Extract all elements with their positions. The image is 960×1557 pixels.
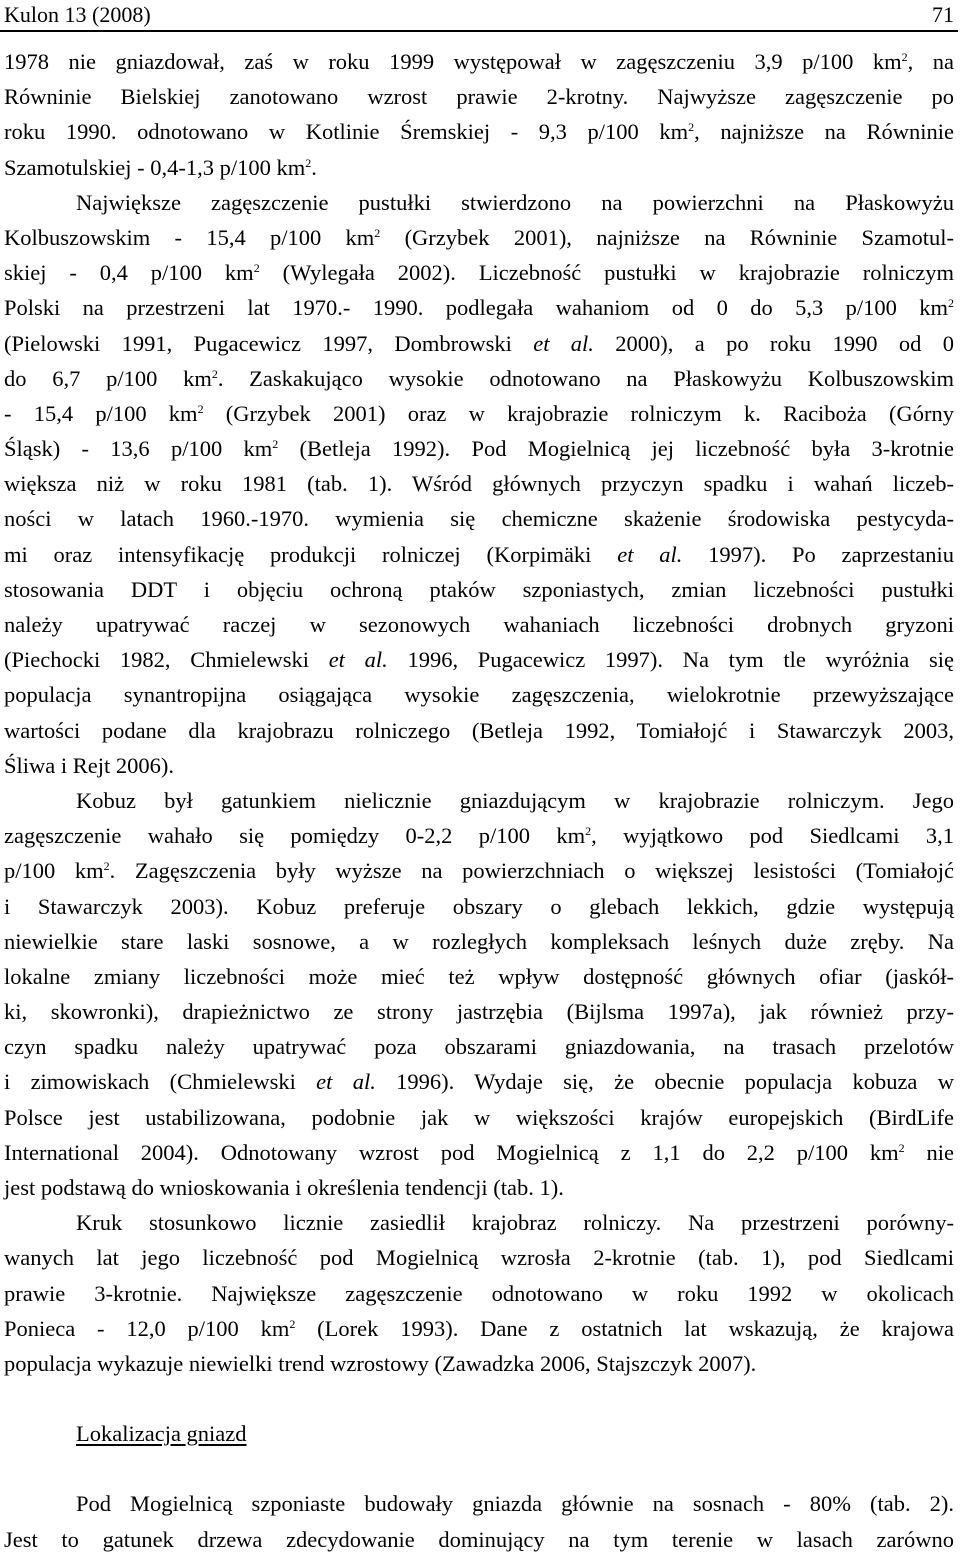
text-line: wanych lat jego liczebność pod Mogielnicą wzrosła 2-krotnie (tab. 1), pod Siedlcami	[4, 1245, 954, 1271]
article-body	[4, 44, 954, 1557]
text-line: - 15,4 p/100 $km^2$ (Grzybek 2001) oraz w krajobrazie rolniczym k. Raciboża (Górny	[4, 400, 954, 426]
text-line: 1978 nie gniazdował, zaś w roku 1999 występował w zagęszczeniu 3,9 p/100 $km^2$, na	[4, 49, 954, 74]
text-line: (Pielowski 1991, Pugacewicz 1997, Dombrowski et al. 2000), a po roku 1990 od 0	[4, 330, 954, 356]
text-line: Największe zagęszczenie pustułki stwierdzono na powierzchni na Płaskowyżu	[76, 189, 954, 215]
text-line: Pod Mogielnicą szponiaste budowały gniazda głównie na sosnach - 80% (tab. 2).	[76, 1491, 954, 1517]
text-line: należy upatrywać raczej w sezonowych wahaniach liczebności drobnych gryzoni	[4, 612, 954, 637]
text-line: skiej - 0,4 p/100 $km^2$ (Wylegała 2002). Liczebność pustułki w krajobrazie rolniczym	[4, 260, 954, 286]
text-line: Polsce jest ustabilizowana, podobnie jak w większości krajów europejskich (BirdLife	[4, 1104, 954, 1130]
text-line: p/100 $km^2$. Zagęszczenia były wyższe na powierzchniach o większej lesistości (Tomiałojć	[4, 858, 954, 884]
section-heading: Lokalizacja gniazd	[76, 1421, 247, 1447]
text-line: jest podstawą do wnioskowania i określenia tendencji (tab. 1).	[4, 1175, 564, 1200]
journal-citation: Kulon 13 (2008)	[4, 2, 151, 27]
text-line: Jest to gatunek drzewa zdecydowanie dominujący na tym terenie w lasach zarówno	[4, 1526, 954, 1552]
text-line: prawie 3-krotnie. Największe zagęszczenie odnotowano w roku 1992 w okolicach	[4, 1280, 954, 1306]
text-line: roku 1990. odnotowano w Kotlinie Śremskiej - 9,3 p/100 $km^2$, najniższe na Równinie	[4, 119, 955, 145]
text-line: wartości podane dla krajobrazu rolniczego (Betleja 1992, Tomiałojć i Stawarczyk 2003,	[4, 717, 954, 743]
text-line: Kruk stosunkowo licznie zasiedlił krajobraz rolniczy. Na przestrzeni porówny-	[76, 1210, 954, 1236]
text-line: populacja synantropijna osiągająca wysokie zagęszczenia, wielokrotnie przewyższające	[4, 682, 954, 708]
text-line: lokalne zmiany liczebności może mieć też wpływ dostępność głównych ofiar (jaskół-	[4, 963, 954, 989]
text-line: (Piechocki 1982, Chmielewski et al. 1996, Pugacewicz 1997). Na tym tle wyróżnia się	[4, 647, 954, 673]
text-line: czyn spadku należy upatrywać poza obszarami gniazdowania, na trasach przelotów	[4, 1034, 954, 1060]
text-line: mi oraz intensyfikację produkcji rolniczej (Korpimäki et al. 1997). Po zaprzestaniu	[4, 541, 954, 567]
text-line: International 2004). Odnotowany wzrost pod Mogielnicą z 1,1 do 2,2 p/100 $km^2$ nie	[4, 1139, 954, 1165]
text-line: Śląsk) - 13,6 p/100 $km^2$ (Betleja 1992). Pod Mogielnicą jej liczebność była 3-krotnie	[4, 436, 954, 462]
running-header	[0, 2, 958, 32]
text-line: Ponieca - 12,0 p/100 $km^2$ (Lorek 1993). Dane z ostatnich lat wskazują, że krajowa	[4, 1315, 954, 1341]
text-line: stosowania DDT i objęciu ochroną ptaków szponiastych, zmian liczebności pustułki	[4, 576, 954, 602]
text-line: i Stawarczyk 2003). Kobuz preferuje obszary o glebach lekkich, gdzie występują	[4, 893, 954, 919]
text-line: Śliwa i Rejt 2006).	[4, 752, 174, 778]
text-line: i zimowiskach (Chmielewski et al. 1996). Wydaje się, że obecnie populacja kobuza w	[4, 1069, 954, 1095]
text-line: zagęszczenie wahało się pomiędzy 0-2,2 p/100 $km^2$, wyjątkowo pod Siedlcami 3,1	[4, 823, 954, 849]
text-line: Kobuz był gatunkiem nielicznie gniazdującym w krajobrazie rolniczym. Jego	[76, 787, 954, 813]
text-line: Równinie Bielskiej zanotowano wzrost prawie 2-krotny. Najwyższe zagęszczenie po	[4, 84, 954, 110]
text-line: Polski na przestrzeni lat 1970.- 1990. podlegała wahaniom od 0 do 5,3 p/100 $km^2$	[4, 295, 954, 321]
text-line: ki, skowronki), drapieżnictwo ze strony jastrzębia (Bijlsma 1997a), jak również przy-	[4, 999, 954, 1025]
text-line: Kolbuszowskim - 15,4 p/100 $km^2$ (Grzybek 2001), najniższe na Równinie Szamotul-	[4, 224, 955, 250]
text-line: populacja wykazuje niewielki trend wzrostowy (Zawadzka 2006, Stajszczyk 2007).	[4, 1350, 757, 1376]
text-line: większa niż w roku 1981 (tab. 1). Wśród głównych przyczyn spadku i wahań liczeb-	[4, 471, 954, 497]
text-line: Szamotulskiej - 0,4-1,3 p/100 $km^2$.	[4, 154, 317, 180]
text-line: do 6,7 p/100 $km^2$. Zaskakująco wysokie odnotowano na Płaskowyżu Kolbuszowskim	[4, 365, 954, 391]
text-line: niewielkie stare laski sosnowe, a w rozległych kompleksach leśnych duże zręby. Na	[4, 928, 954, 954]
page-number: 71	[932, 2, 954, 27]
text-line: ności w latach 1960.-1970. wymienia się chemiczne skażenie środowiska pestycyda-	[4, 506, 954, 532]
